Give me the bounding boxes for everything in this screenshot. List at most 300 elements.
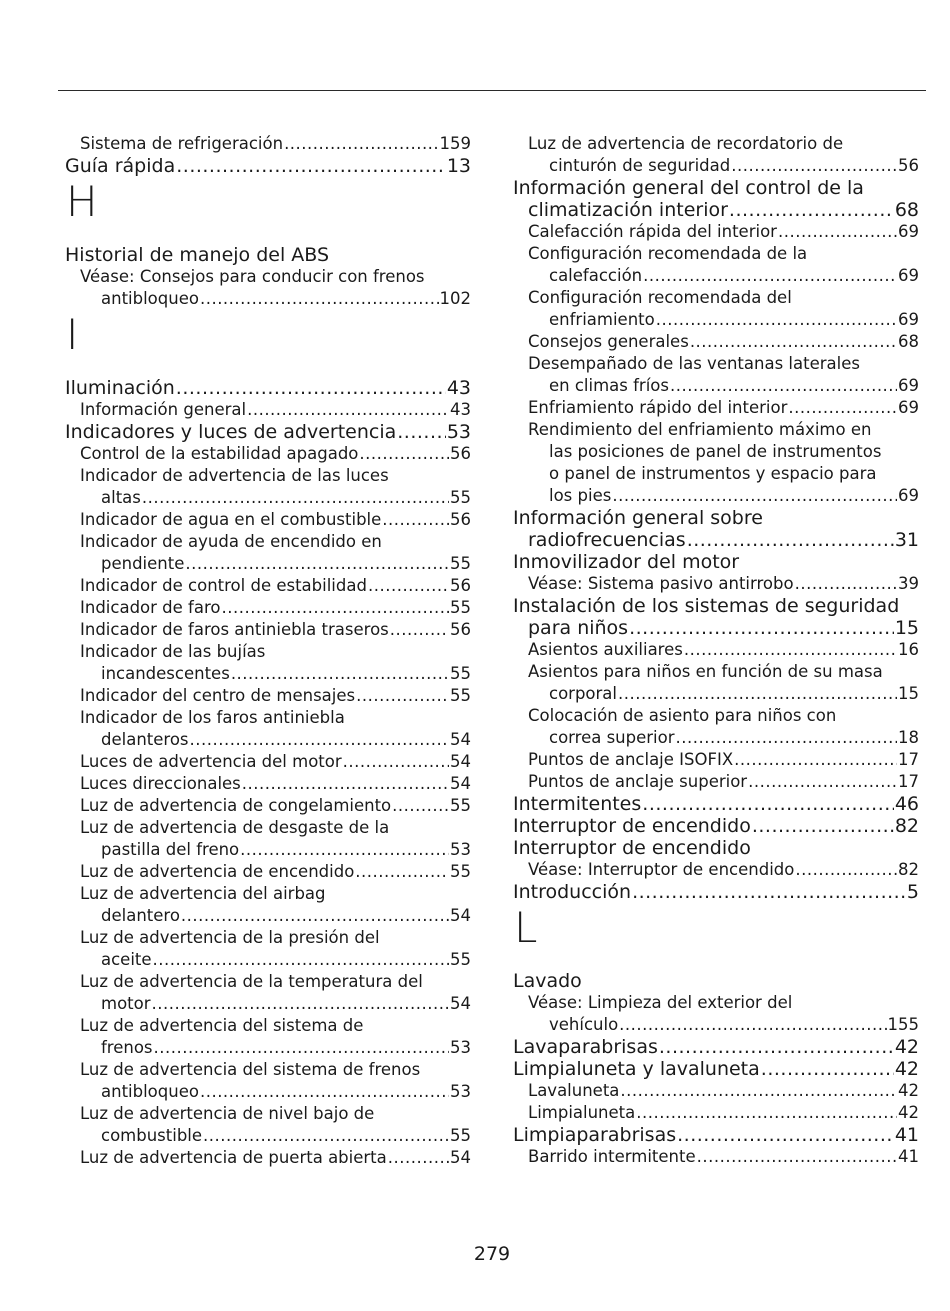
page-ref: 55 (450, 862, 471, 881)
page-ref: 53 (450, 1082, 471, 1101)
index-subentry (65, 531, 471, 575)
index-entry (513, 177, 919, 221)
page-ref: 55 (450, 1126, 471, 1145)
dot-leader (343, 751, 449, 773)
entry-text: antibloqueo (101, 1082, 199, 1101)
entry-line (513, 771, 919, 793)
dot-leader (629, 617, 894, 639)
entry-line (65, 133, 471, 155)
dot-leader (142, 487, 449, 509)
entry-line (513, 815, 919, 837)
entry-text: Historial de manejo del ABS (65, 244, 330, 266)
dot-leader (748, 771, 897, 793)
index-entry (65, 155, 471, 177)
index-subentry (65, 597, 471, 619)
index-entry (513, 595, 919, 639)
dot-leader (185, 553, 449, 575)
page-ref: 55 (450, 796, 471, 815)
index-subentry (65, 883, 471, 927)
entry-text: antibloqueo (101, 289, 199, 308)
index-entry (65, 421, 471, 443)
entry-text: Lavaparabrisas (513, 1036, 658, 1058)
page-ref: 53 (450, 840, 471, 859)
entry-text: Luz de advertencia de puerta abierta (80, 1148, 387, 1167)
entry-line (65, 861, 471, 883)
entry-text: Consejos generales (528, 332, 689, 351)
index-subentry (65, 443, 471, 465)
page-ref: 41 (894, 1124, 919, 1146)
page-ref: 17 (898, 750, 919, 769)
entry-line (65, 443, 471, 465)
entry-text: Indicador de faros antiniebla traseros (80, 620, 389, 639)
index-subentry (513, 133, 919, 177)
entry-text: radiofrecuencias (528, 529, 686, 551)
entry-line (513, 793, 919, 815)
index-subentry (65, 399, 471, 421)
entry-line (65, 905, 471, 927)
entry-text: Desempañado de las ventanas laterales (528, 354, 860, 373)
dot-leader (240, 839, 449, 861)
entry-line (65, 773, 471, 795)
page-ref: 82 (894, 815, 919, 837)
page-ref: 42 (898, 1103, 919, 1122)
entry-text: Indicador de faro (80, 598, 221, 617)
entry-line (513, 309, 919, 331)
entry-line (65, 575, 471, 597)
entry-text: aceite (101, 950, 152, 969)
index-subentry (513, 221, 919, 243)
index-subentry (513, 1102, 919, 1124)
dot-leader (684, 639, 897, 661)
dot-leader (392, 795, 449, 817)
page-ref: 42 (898, 1081, 919, 1100)
index-subentry (513, 705, 919, 749)
dot-leader (284, 133, 438, 155)
entry-text: Luz de advertencia de la presión del (80, 928, 380, 947)
dot-leader (247, 399, 449, 421)
page-ref: 46 (894, 793, 919, 815)
entry-line (65, 751, 471, 773)
entry-line (65, 795, 471, 817)
dot-leader (190, 729, 449, 751)
index-subentry (513, 331, 919, 353)
dot-leader (761, 1058, 894, 1080)
entry-line (65, 1081, 471, 1103)
entry-text: Indicador del centro de mensajes (80, 686, 356, 705)
dot-leader (153, 949, 449, 971)
entry-line (513, 331, 919, 353)
page-ref: 5 (906, 881, 919, 903)
entry-text: Interruptor de encendido (513, 815, 751, 837)
dot-leader (612, 485, 897, 507)
page-ref: 54 (450, 994, 471, 1013)
index-subentry (65, 1015, 471, 1059)
entry-text: Interruptor de encendido (513, 837, 751, 859)
entry-text: Indicador de agua en el combustible (80, 510, 382, 529)
entry-line (65, 729, 471, 751)
index-column-right (513, 133, 919, 1168)
entry-text: Luz de advertencia de recordatorio de (528, 134, 844, 153)
entry-line (513, 1080, 919, 1102)
page-ref: 42 (894, 1036, 919, 1058)
page-ref: 13 (446, 155, 471, 177)
page-ref: 16 (898, 640, 919, 659)
dot-leader (632, 881, 906, 903)
index-subentry (65, 751, 471, 773)
index-entry (65, 244, 471, 266)
index-entry (513, 551, 919, 573)
page-ref: 55 (450, 488, 471, 507)
page-ref: 54 (450, 774, 471, 793)
entry-text: Lavaluneta (528, 1081, 620, 1100)
entry-text: Puntos de anclaje ISOFIX (528, 750, 734, 769)
entry-line (513, 375, 919, 397)
index-entry (513, 1124, 919, 1146)
entry-text: Indicador de los faros antiniebla (80, 708, 345, 727)
page-ref: 43 (450, 400, 471, 419)
page-ref: 41 (898, 1147, 919, 1166)
dot-leader (656, 309, 897, 331)
index-entry (513, 507, 919, 551)
dot-leader (242, 773, 449, 795)
entry-line (65, 839, 471, 861)
dot-leader (729, 199, 894, 221)
page-ref: 55 (450, 950, 471, 969)
entry-line (65, 377, 471, 399)
entry-text: Luz de advertencia de nivel bajo de (80, 1104, 375, 1123)
page-ref: 55 (450, 664, 471, 683)
entry-text: altas (101, 488, 141, 507)
entry-text: Véase: Limpieza del exterior del (528, 993, 793, 1012)
entry-text: Luces direccionales (80, 774, 241, 793)
entry-text: o panel de instrumentos y espacio para (549, 464, 877, 483)
entry-text: Véase: Consejos para conducir con frenos (80, 267, 425, 286)
page-ref: 39 (898, 574, 919, 593)
page-ref: 54 (450, 730, 471, 749)
entry-text: Calefacción rápida del interior (528, 222, 777, 241)
index-subentry (65, 773, 471, 795)
entry-text: Configuración recomendada del (528, 288, 792, 307)
dot-leader (200, 288, 439, 310)
entry-text: Limpialuneta y lavaluneta (513, 1058, 760, 1080)
entry-text: Indicadores y luces de advertencia (65, 421, 397, 443)
header-rule (58, 90, 926, 91)
entry-line (513, 221, 919, 243)
page-ref: 56 (450, 576, 471, 595)
index-subentry (65, 133, 471, 155)
entry-text: Inmovilizador del motor (513, 551, 740, 573)
entry-text: pastilla del freno (101, 840, 240, 859)
dot-leader (397, 421, 446, 443)
page-ref: 68 (898, 332, 919, 351)
entry-text: Instalación de los sistemas de seguridad (513, 595, 900, 617)
dot-leader (687, 529, 894, 551)
dot-leader (176, 377, 446, 399)
entry-line (513, 397, 919, 419)
entry-text: correa superior (549, 728, 675, 747)
index-entry (513, 970, 919, 992)
dot-leader (154, 1037, 449, 1059)
entry-line (513, 529, 919, 551)
index-entry (513, 793, 919, 815)
index-entry (513, 881, 919, 903)
entry-line (513, 1036, 919, 1058)
index-subentry (513, 287, 919, 331)
index-subentry (65, 266, 471, 310)
entry-text: motor (101, 994, 151, 1013)
index-subentry (65, 795, 471, 817)
dot-leader (618, 683, 897, 705)
dot-leader (642, 793, 894, 815)
entry-line (513, 859, 919, 881)
entry-line (65, 1147, 471, 1169)
entry-text: Véase: Sistema pasivo antirrobo (528, 574, 794, 593)
entry-text: corporal (549, 684, 617, 703)
page-ref: 54 (450, 752, 471, 771)
entry-text: Intermitentes (513, 793, 642, 815)
dot-leader (636, 1102, 897, 1124)
entry-text: Indicador de las bujías (80, 642, 266, 661)
entry-text: Información general sobre (513, 507, 763, 529)
dot-leader (697, 1146, 897, 1168)
entry-text: Luz de advertencia de la temperatura del (80, 972, 423, 991)
page-ref: 69 (898, 486, 919, 505)
dot-leader (390, 619, 449, 641)
dot-leader (788, 397, 897, 419)
index-subentry (65, 1147, 471, 1169)
entry-text: en climas fríos (549, 376, 669, 395)
entry-text: combustible (101, 1126, 203, 1145)
index-subentry (65, 927, 471, 971)
dot-leader (355, 861, 449, 883)
page-ref: 69 (898, 376, 919, 395)
entry-line (65, 487, 471, 509)
index-subentry (65, 971, 471, 1015)
entry-text: pendiente (101, 554, 185, 573)
entry-text: climatización interior (528, 199, 728, 221)
section-letter: L (514, 903, 538, 952)
index-subentry (513, 243, 919, 287)
entry-line (65, 399, 471, 421)
page-ref: 53 (446, 421, 471, 443)
entry-line (513, 155, 919, 177)
entry-text: Información general del control de la (513, 177, 864, 199)
page-ref: 155 (887, 1015, 919, 1034)
index-subentry (513, 661, 919, 705)
index-subentry (513, 397, 919, 419)
dot-leader (221, 597, 449, 619)
dot-leader (203, 1125, 449, 1147)
index-subentry (65, 619, 471, 641)
index-subentry (65, 1103, 471, 1147)
entry-line (513, 1124, 919, 1146)
page-ref: 55 (450, 554, 471, 573)
entry-line (513, 485, 919, 507)
entry-text: incandescentes (101, 664, 230, 683)
entry-text: Introducción (513, 881, 632, 903)
index-subentry (65, 575, 471, 597)
entry-text: Guía rápida (65, 155, 176, 177)
dot-leader (659, 1036, 894, 1058)
page-ref: 15 (898, 684, 919, 703)
index-subentry (513, 419, 919, 507)
dot-leader (676, 727, 897, 749)
page-ref: 54 (450, 1148, 471, 1167)
dot-leader (620, 1080, 897, 1102)
entry-text: Control de la estabilidad apagado (80, 444, 359, 463)
entry-line (65, 949, 471, 971)
page-ref: 55 (450, 598, 471, 617)
index-entry (65, 377, 471, 399)
entry-line (513, 881, 919, 903)
entry-line (513, 1146, 919, 1168)
entry-line (65, 597, 471, 619)
index-subentry (513, 573, 919, 595)
index-subentry (513, 749, 919, 771)
entry-text: Asientos para niños en función de su masa (528, 662, 883, 681)
page-ref: 56 (898, 156, 919, 175)
entry-line (65, 993, 471, 1015)
entry-text: calefacción (549, 266, 643, 285)
dot-leader (795, 859, 897, 881)
page-ref: 17 (898, 772, 919, 791)
dot-leader (643, 265, 897, 287)
page-ref: 56 (450, 510, 471, 529)
dot-leader (359, 443, 449, 465)
index-subentry (65, 641, 471, 685)
index-entry (513, 815, 919, 837)
dot-leader (670, 375, 897, 397)
page-ref: 69 (898, 398, 919, 417)
index-subentry (513, 1080, 919, 1102)
entry-line (513, 199, 919, 221)
page-ref: 55 (450, 686, 471, 705)
page-ref: 15 (894, 617, 919, 639)
entry-line (513, 1102, 919, 1124)
dot-leader (795, 573, 897, 595)
entry-text: Enfriamiento rápido del interior (528, 398, 788, 417)
entry-text: Asientos auxiliares (528, 640, 683, 659)
entry-text: Indicador de advertencia de las luces (80, 466, 389, 485)
entry-text: Rendimiento del enfriamiento máximo en (528, 420, 872, 439)
entry-text: las posiciones de panel de instrumentos (549, 442, 882, 461)
section-letter: H (66, 177, 98, 226)
entry-text: Limpiaparabrisas (513, 1124, 677, 1146)
section-letter: I (66, 310, 79, 359)
dot-leader (200, 1081, 449, 1103)
dot-leader (382, 509, 449, 531)
entry-text: Véase: Interruptor de encendido (528, 860, 795, 879)
index-column-left (65, 133, 471, 1169)
entry-text: cinturón de seguridad (549, 156, 731, 175)
entry-text: Sistema de refrigeración (80, 134, 284, 153)
entry-line (65, 421, 471, 443)
entry-text: Indicador de ayuda de encendido en (80, 532, 382, 551)
index-subentry (513, 859, 919, 881)
index-subentry (65, 685, 471, 707)
entry-text: frenos (101, 1038, 153, 1057)
index-subentry (65, 1059, 471, 1103)
entry-line (513, 639, 919, 661)
entry-text: Puntos de anclaje superior (528, 772, 748, 791)
page-ref: 31 (894, 529, 919, 551)
entry-line (65, 509, 471, 531)
entry-text: vehículo (549, 1015, 619, 1034)
index-entry (513, 1036, 919, 1058)
dot-leader (778, 221, 897, 243)
dot-leader (734, 749, 897, 771)
entry-text: Luz de advertencia del airbag (80, 884, 326, 903)
page-ref: 42 (894, 1058, 919, 1080)
entry-text: Lavado (513, 970, 582, 992)
dot-leader (677, 1124, 894, 1146)
entry-line (513, 573, 919, 595)
page-ref: 69 (898, 310, 919, 329)
entry-line (65, 1037, 471, 1059)
entry-text: Iluminación (65, 377, 175, 399)
entry-line (513, 1058, 919, 1080)
page-ref: 18 (898, 728, 919, 747)
page-ref: 69 (898, 222, 919, 241)
entry-text: Luz de advertencia de desgaste de la (80, 818, 390, 837)
entry-line (513, 265, 919, 287)
entry-line (65, 288, 471, 310)
index-subentry (513, 353, 919, 397)
entry-text: Limpialuneta (528, 1103, 636, 1122)
index-subentry (513, 992, 919, 1036)
entry-text: para niños (528, 617, 629, 639)
page-number: 279 (473, 1243, 511, 1265)
entry-line (65, 685, 471, 707)
entry-text: Luz de advertencia de encendido (80, 862, 355, 881)
entry-line (513, 1014, 919, 1036)
page-ref: 56 (450, 444, 471, 463)
entry-text: Luz de advertencia del sistema de frenos (80, 1060, 421, 1079)
page-ref: 159 (439, 134, 471, 153)
index-entry (513, 837, 919, 859)
dot-leader (619, 1014, 886, 1036)
entry-line (65, 155, 471, 177)
page-ref: 43 (446, 377, 471, 399)
entry-text: Luz de advertencia de congelamiento (80, 796, 392, 815)
entry-line (65, 553, 471, 575)
entry-text: Información general (80, 400, 247, 419)
dot-leader (368, 575, 449, 597)
page-ref: 102 (439, 289, 471, 308)
entry-line (65, 619, 471, 641)
page-ref: 54 (450, 906, 471, 925)
index-subentry (65, 861, 471, 883)
dot-leader (388, 1147, 449, 1169)
page-ref: 82 (898, 860, 919, 879)
index-subentry (513, 639, 919, 661)
entry-line (513, 617, 919, 639)
index-subentry (65, 817, 471, 861)
dot-leader (690, 331, 897, 353)
entry-text: Luz de advertencia del sistema de (80, 1016, 364, 1035)
dot-leader (752, 815, 894, 837)
entry-line (65, 1125, 471, 1147)
entry-text: Luces de advertencia del motor (80, 752, 342, 771)
entry-text: Colocación de asiento para niños con (528, 706, 837, 725)
page-ref: 68 (894, 199, 919, 221)
page-ref: 53 (450, 1038, 471, 1057)
entry-line (513, 683, 919, 705)
entry-text: Configuración recomendada de la (528, 244, 808, 263)
entry-text: enfriamiento (549, 310, 655, 329)
index-entry (513, 1058, 919, 1080)
entry-text: Indicador de control de estabilidad (80, 576, 367, 595)
